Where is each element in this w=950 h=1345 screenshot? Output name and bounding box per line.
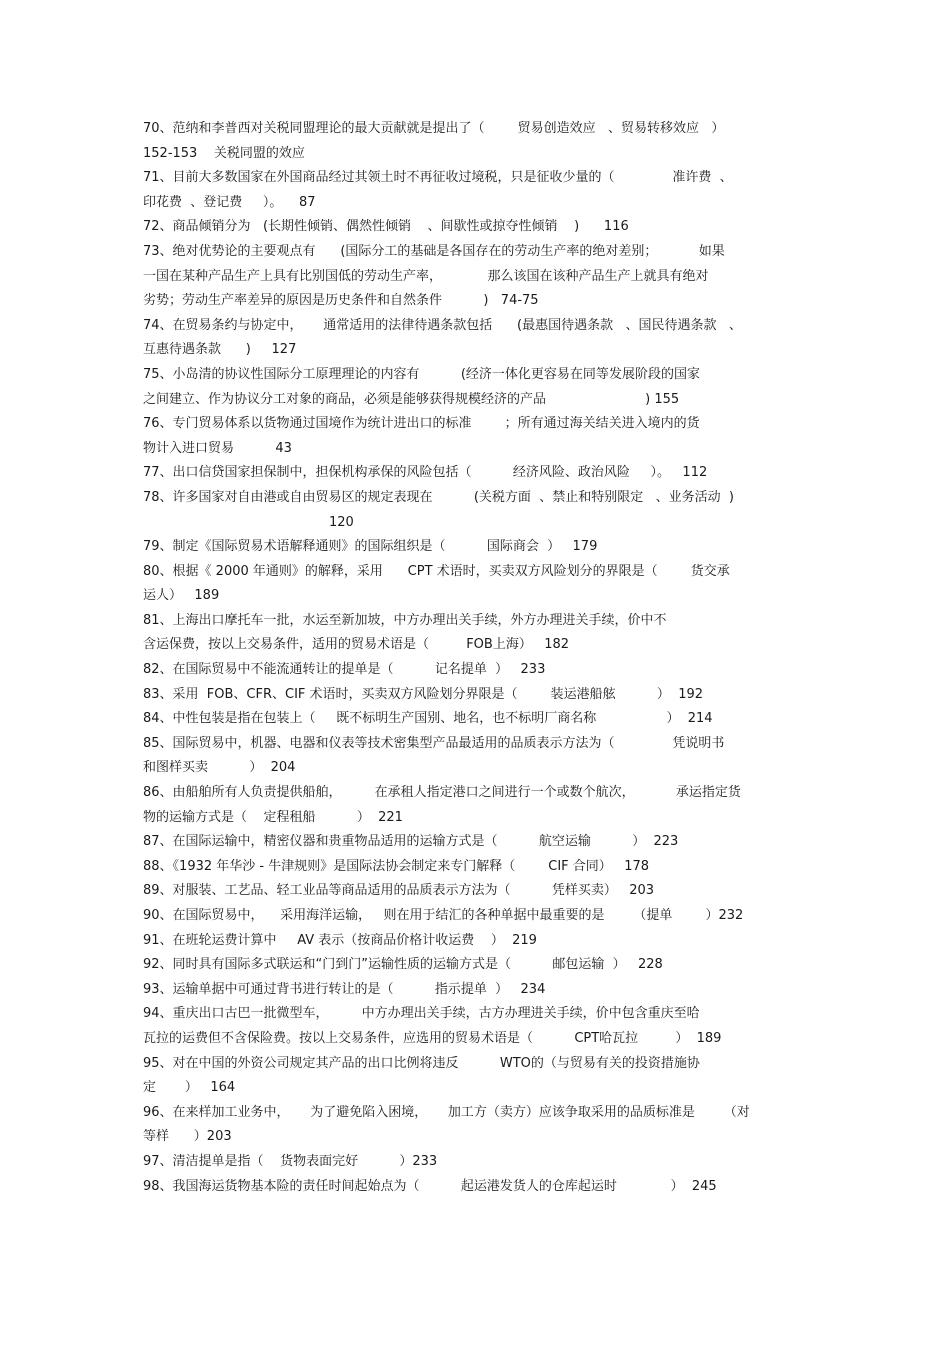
question-text-line: 90、在国际贸易中， 采用海洋运输， 则在用于结汇的各种单据中最重要的是 （提单 ）232 xyxy=(143,908,744,923)
question-text-line: 84、中性包装是指在包装上（ 既不标明生产国别、地名，也不标明厂商名称 ） 214 xyxy=(143,711,713,727)
question-text-line: 80、根据《 2000 年通则》的解释，采用 CPT 术语时，买卖双方风险划分的界限是（ 货交承 xyxy=(143,563,730,579)
question-item xyxy=(143,363,815,412)
question-text-line: 120 xyxy=(143,514,354,530)
question-list xyxy=(143,117,815,1199)
question-text-line: 83、采用 FOB、CFR、CIF 术语时，买卖双方风险划分界限是（ 装运港船舷 ） 192 xyxy=(143,686,704,702)
question-text-line: 瓦拉的运费但不含保险费。按以上交易条件，应选用的贸易术语是（ CPT哈瓦拉 ） 189 xyxy=(143,1030,722,1046)
question-item xyxy=(143,117,815,166)
question-item xyxy=(143,904,815,929)
question-item xyxy=(143,953,815,978)
question-text-line: 一国在某种产品生产上具有比别国低的劳动生产率， 那么该国在该种产品生产上就具有绝对 xyxy=(143,268,709,284)
question-text-line: 82、在国际贸易中不能流通转让的提单是（ 记名提单 ） 233 xyxy=(143,662,546,678)
question-item xyxy=(143,609,815,658)
question-text-line: 72、商品倾销分为 (长期性倾销、偶然性倾销 、间歇性或掠夺性倾销 ) 116 xyxy=(143,219,629,235)
question-item xyxy=(143,830,815,855)
question-text-line: 152-153 关税同盟的效应 xyxy=(143,145,305,161)
question-item xyxy=(143,560,815,609)
question-text-line: 85、国际贸易中，机器、电器和仪表等技术密集型产品最适用的品质表示方法为（ 凭说明书 xyxy=(143,735,725,751)
question-text-line: 77、出口信贷国家担保制中，担保机构承保的风险包括（ 经济风险、政治风险 ）。 112 xyxy=(143,465,708,481)
question-item xyxy=(143,166,815,215)
question-text-line: 71、目前大多数国家在外国商品经过其领土时不再征收过境税，只是征收少量的（ 准许费 、 xyxy=(143,170,733,186)
question-text-line: 和图样买卖 ） 204 xyxy=(143,760,296,776)
question-text-line: 81、上海出口摩托车一批，水运至新加坡，中方办理出关手续，外方办理进关手续，价中不 xyxy=(143,612,667,628)
question-text-line: 74、在贸易条约与协定中， 通常适用的法律待遇条款包括 (最惠国待遇条款 、国民待遇条款 、 xyxy=(143,317,742,333)
question-item xyxy=(143,855,815,880)
question-text-line: 93、运输单据中可通过背书进行转让的是（ 指示提单 ） 234 xyxy=(143,981,546,997)
question-text-line: 之间建立、作为协议分工对象的商品，必须是能够获得规模经济的产品 ) 155 xyxy=(143,391,680,407)
question-text-line: 79、制定《国际贸易术语解释通则》的国际组织是（ 国际商会 ） 179 xyxy=(143,539,598,555)
question-text-line: 75、小岛清的协议性国际分工原理理论的内容有 (经济一体化更容易在同等发展阶段的国家 xyxy=(143,366,700,382)
question-item xyxy=(143,978,815,1003)
question-text-line: 等样 ）203 xyxy=(143,1129,232,1145)
question-item xyxy=(143,683,815,708)
question-text-line: 76、专门贸易体系以货物通过国境作为统计进出口的标准 ；所有通过海关结关进入境内的货 xyxy=(143,416,700,432)
question-item xyxy=(143,535,815,560)
question-item xyxy=(143,1175,815,1200)
question-text-line: 95、对在中国的外资公司规定其产品的出口比例将违反 WTO的（与贸易有关的投资措施协 xyxy=(143,1055,700,1071)
question-text-line: 96、在来样加工业务中， 为了避免陷入困境， 加工方（卖方）应该争取采用的品质标准是 （对 xyxy=(143,1104,750,1120)
question-item xyxy=(143,929,815,954)
question-text-line: 94、重庆出口古巴一批微型车， 中方办理出关手续，古方办理进关手续，价中包含重庆至哈 xyxy=(143,1006,700,1022)
question-item xyxy=(143,1150,815,1175)
question-item xyxy=(143,461,815,486)
question-item xyxy=(143,658,815,683)
question-item xyxy=(143,486,815,535)
question-text-line: 97、清洁提单是指（ 货物表面完好 ）233 xyxy=(143,1153,438,1169)
question-item xyxy=(143,1101,815,1150)
question-text-line: 70、范纳和李普西对关税同盟理论的最大贡献就是提出了（ 贸易创造效应 、贸易转移效应 ） xyxy=(143,121,725,136)
question-text-line: 89、对服装、工艺品、轻工业品等商品适用的品质表示方法为（ 凭样买卖） 203 xyxy=(143,883,655,899)
question-text-line: 92、同时具有国际多式联运和“门到门”运输性质的运输方式是（ 邮包运输 ） 228 xyxy=(143,957,663,973)
question-text-line: 物计入进口贸易 43 xyxy=(143,440,292,456)
question-text-line: 劣势；劳动生产率差异的原因是历史条件和自然条件 ) 74-75 xyxy=(143,293,539,309)
question-text-line: 98、我国海运货物基本险的责任时间起始点为（ 起运港发货人的仓库起运时 ） 245 xyxy=(143,1178,717,1194)
question-item xyxy=(143,1002,815,1051)
question-text-line: 物的运输方式是（ 定程租船 ） 221 xyxy=(143,809,403,825)
question-item xyxy=(143,732,815,781)
question-item xyxy=(143,314,815,363)
question-item xyxy=(143,781,815,830)
question-item xyxy=(143,1052,815,1101)
question-item xyxy=(143,707,815,732)
question-item xyxy=(143,412,815,461)
question-text-line: 78、许多国家对自由港或自由贸易区的规定表现在 (关税方面 、禁止和特别限定 、业务活动 ) xyxy=(143,489,734,505)
question-text-line: 定 ） 164 xyxy=(143,1080,236,1096)
question-text-line: 含运保费，按以上交易条件，适用的贸易术语是（ FOB上海） 182 xyxy=(143,637,570,653)
question-item xyxy=(143,240,815,314)
question-item xyxy=(143,215,815,240)
question-text-line: 87、在国际运输中，精密仪器和贵重物品适用的运输方式是（ 航空运输 ） 223 xyxy=(143,834,679,850)
question-text-line: 86、由船舶所有人负责提供船舶， 在承租人指定港口之间进行一个或数个航次， 承运指定货 xyxy=(143,785,741,801)
question-text-line: 88、《1932 年华沙 - 牛津规则》是国际法协会制定来专门解释（ CIF 合同） 178 xyxy=(143,858,650,874)
question-text-line: 运人） 189 xyxy=(143,588,220,604)
question-text-line: 73、绝对优势论的主要观点有 (国际分工的基础是各国存在的劳动生产率的绝对差别； 如果 xyxy=(143,243,725,259)
question-text-line: 91、在班轮运费计算中 AV 表示（按商品价格计收运费 ） 219 xyxy=(143,932,537,948)
question-item xyxy=(143,879,815,904)
question-text-line: 印花费 、登记费 ）。 87 xyxy=(143,194,316,210)
question-text-line: 互惠待遇条款 ) 127 xyxy=(143,342,297,358)
